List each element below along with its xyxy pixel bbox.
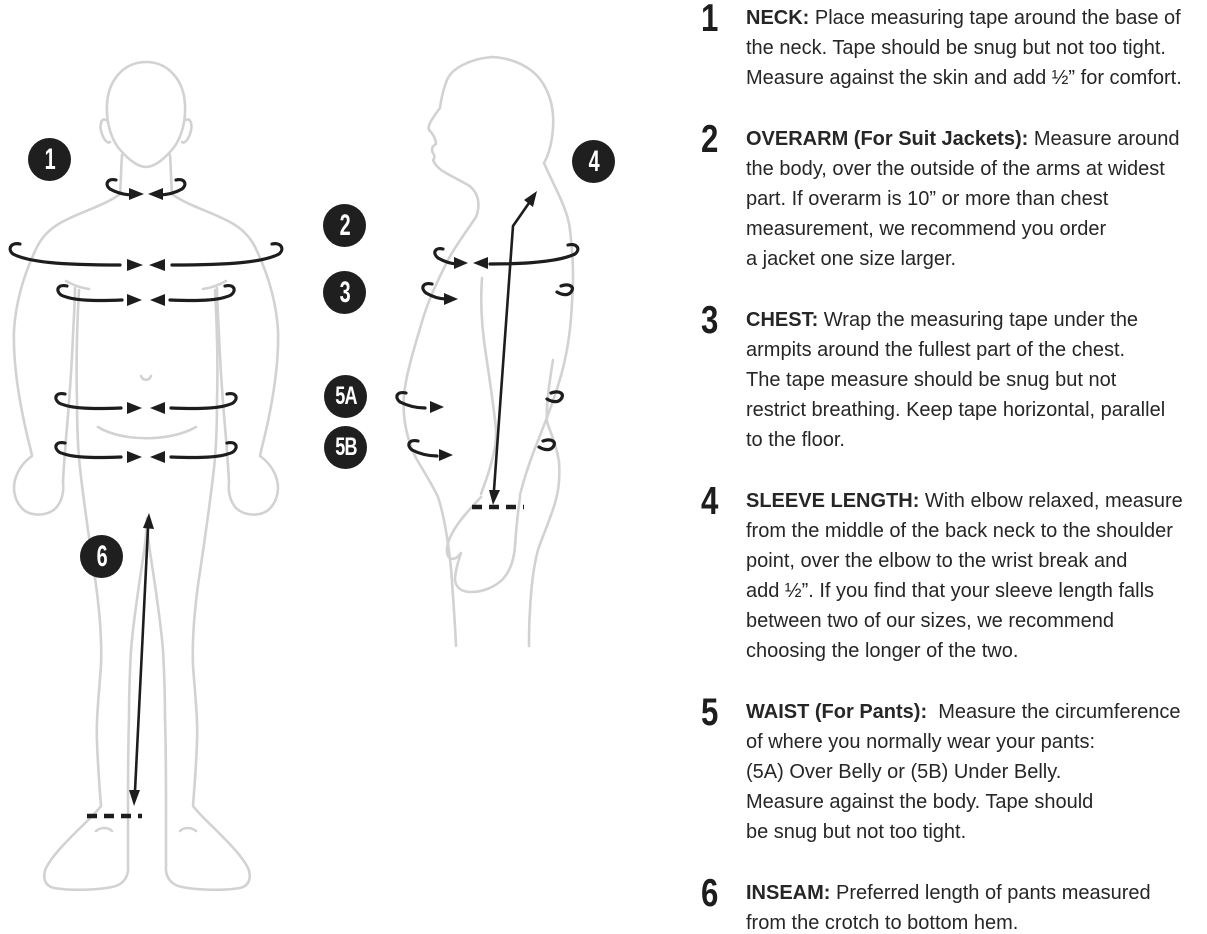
- instruction-number: [690, 118, 746, 274]
- marker-1-badge: [28, 138, 71, 181]
- instruction-text: [746, 878, 1207, 934]
- text-line: SLEEVE LENGTH: With elbow relaxed, measure: [746, 490, 1183, 512]
- number-text: 2: [701, 118, 719, 161]
- instruction-text: [746, 305, 1207, 455]
- text-line: point, over the elbow to the wrist break and: [746, 550, 1128, 572]
- instruction-label: SLEEVE LENGTH:: [746, 490, 920, 512]
- text-line: add ½”. If you find that your sleeve length falls: [746, 580, 1155, 602]
- instruction-number: [690, 299, 746, 455]
- marker-3-label: 3: [339, 275, 350, 309]
- text-line: part. If overarm is 10” or more than chest: [746, 188, 1109, 210]
- marker-3-badge: [323, 271, 366, 314]
- number-text: 6: [701, 872, 719, 915]
- neck-tape: [107, 180, 185, 200]
- waist-tape-5a-side: [397, 392, 563, 413]
- waist-tape-5b-front: [56, 443, 236, 463]
- text-line: armpits around the fullest part of the chest.: [746, 339, 1126, 361]
- overarm-tape-front: [10, 244, 282, 271]
- text-line: restrict breathing. Keep tape horizontal, parallel: [746, 399, 1166, 421]
- text-line: Measure against the body. Tape should: [746, 791, 1094, 813]
- text-line: from the crotch to bottom hem.: [746, 912, 1019, 934]
- instruction-number: [690, 480, 746, 666]
- text-line: OVERARM (For Suit Jackets): Measure around: [746, 128, 1180, 150]
- instruction-item-overarm: [690, 118, 1207, 274]
- text-line: The tape measure should be snug but not: [746, 369, 1117, 391]
- text-line: a jacket one size larger.: [746, 248, 957, 270]
- marker-5a-label: 5A: [334, 382, 357, 410]
- marker-2-badge: [323, 204, 366, 247]
- marker-6-badge: [80, 535, 123, 578]
- text-line: choosing the longer of the two.: [746, 640, 1019, 662]
- text-line: the body, over the outside of the arms at widest: [746, 158, 1165, 180]
- instruction-item-chest: [690, 299, 1207, 455]
- marker-4-label: 4: [588, 144, 599, 178]
- text-line: from the middle of the back neck to the shoulder: [746, 520, 1173, 542]
- front-figure: [14, 62, 278, 890]
- instruction-text: [746, 486, 1207, 666]
- instruction-text: [746, 3, 1207, 93]
- text-line: to the floor.: [746, 429, 845, 451]
- marker-1-label: 1: [44, 142, 55, 176]
- instruction-number: [690, 872, 746, 934]
- instruction-item-sleeve-length: [690, 480, 1207, 666]
- instruction-text: [746, 124, 1207, 274]
- instruction-item-inseam: [690, 872, 1207, 934]
- instruction-label: OVERARM (For Suit Jackets):: [746, 128, 1029, 150]
- text-line: be snug but not too tight.: [746, 821, 967, 843]
- marker-5b-badge: [324, 426, 367, 469]
- instruction-number: [690, 0, 746, 93]
- marker-5b-label: 5B: [334, 433, 357, 461]
- number-text: 5: [701, 691, 719, 734]
- marker-5a-badge: [324, 375, 367, 418]
- text-line: Measure against the skin and add ½” for comfort.: [746, 67, 1182, 89]
- text-line: CHEST: Wrap the measuring tape under the: [746, 309, 1139, 331]
- text-line: of where you normally wear your pants:: [746, 731, 1096, 753]
- text-line: WAIST (For Pants): Measure the circumference: [746, 701, 1181, 723]
- instruction-item-waist: [690, 691, 1207, 847]
- number-text: 4: [701, 480, 719, 523]
- sleeve-length-arrow: [489, 191, 537, 505]
- text-line: the neck. Tape should be snug but not too tight.: [746, 37, 1166, 59]
- instruction-label: CHEST:: [746, 309, 819, 331]
- number-text: 1: [701, 0, 719, 40]
- number-text: 3: [701, 299, 719, 342]
- instruction-label: WAIST (For Pants):: [746, 701, 928, 723]
- instruction-text: [746, 697, 1207, 847]
- side-figure: [404, 57, 573, 646]
- instruction-label: NECK:: [746, 7, 810, 29]
- text-line: NECK: Place measuring tape around the base of: [746, 7, 1181, 29]
- waist-tape-5a-front: [56, 394, 236, 414]
- text-line: measurement, we recommend you order: [746, 218, 1107, 240]
- text-line: between two of our sizes, we recommend: [746, 610, 1114, 632]
- text-line: (5A) Over Belly or (5B) Under Belly.: [746, 761, 1062, 783]
- instruction-label: INSEAM:: [746, 882, 831, 904]
- marker-4-badge: [572, 140, 615, 183]
- instructions-column: [690, 0, 1207, 934]
- chest-tape-side: [423, 284, 573, 305]
- marker-6-label: 6: [96, 539, 107, 573]
- text-line: INSEAM: Preferred length of pants measured: [746, 882, 1151, 904]
- instruction-item-neck: [690, 0, 1207, 93]
- instruction-number: [690, 691, 746, 847]
- marker-2-label: 2: [339, 208, 350, 242]
